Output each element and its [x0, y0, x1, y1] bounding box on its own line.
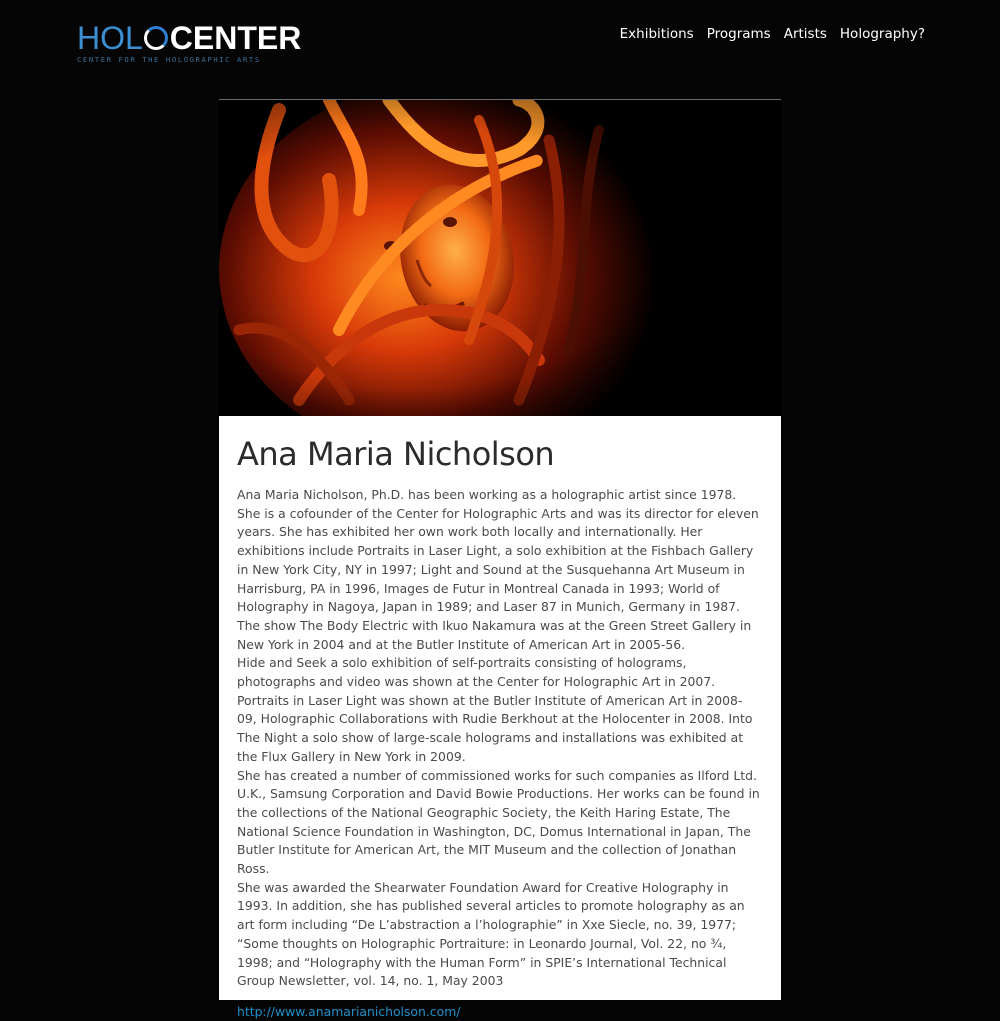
main-nav [620, 25, 925, 43]
logo-tagline: CENTER FOR THE HOLOGRAPHIC ARTS [77, 55, 261, 64]
nav-artists[interactable]: Artists [783, 26, 827, 42]
artist-content [219, 99, 781, 1019]
logo-ring-icon [144, 26, 168, 50]
nav-programs[interactable]: Programs [706, 26, 771, 42]
bio-paragraph: She has created a number of commissioned works for such companies as Ilford Ltd. U.K., Samsung Corporation and David Bowie Productions. Her works can be found in the collections of the National Geographic Society, the Keith Haring Estate, The National Science Foundation in Washington, DC, Domus International in Japan, The Butler Institute for American Art, the MIT Museum and the collection of Jonathan Ross. [237, 767, 760, 877]
site-header [0, 0, 1000, 100]
logo-hol-text: HOL [77, 20, 143, 56]
logo-wordmark [77, 20, 302, 56]
bio-paragraph: Ana Maria Nicholson, Ph.D. has been working as a holographic artist since 1978. She is a cofounder of the Center for Holographic Arts and was its director for eleven years. She has exhibited her own work both locally and internationally. Her exhibitions include Portraits in Laser Light, a solo exhibition at the Fishbach Gallery in New York City, NY in 1997; Light and Sound at the Susquehanna Art Museum in Harrisburg, PA in 1996, Images de Futur in Montreal Canada in 1993; World of Holography in Nagoya, Japan in 1989; and Laser 87 in Munich, Germany in 1987. The show The Body Electric with Ikuo Nakamura was at the Green Street Gallery in New York in 2004 and at the Butler Institute of American Art in 2005-56. [237, 487, 759, 652]
artist-bio [237, 486, 762, 991]
nav-holography[interactable]: Holography? [839, 26, 925, 42]
artist-website-link[interactable]: http://www.anamarianicholson.com/ [237, 1003, 461, 1019]
artist-name-heading: Ana Maria Nicholson [237, 435, 555, 473]
logo-center-text: CENTER [169, 20, 302, 56]
nav-exhibitions[interactable]: Exhibitions [619, 26, 694, 42]
bio-paragraph: Hide and Seek a solo exhibition of self-portraits consisting of holograms, photographs and video was shown at the Center for Holographic Art in 2007. Portraits in Laser Light was shown at the Butler Institute of American Art in 2008-09, Holographic Collaborations with Rudie Berkhout at the Holocenter in 2008. Into The Night a solo show of large-scale holograms and installations was exhibited at the Flux Gallery in New York in 2009. [237, 655, 753, 764]
holocenter-logo[interactable] [77, 20, 302, 66]
artist-card [219, 416, 781, 1019]
hero-hologram-image [219, 100, 781, 416]
bio-paragraph: She was awarded the Shearwater Foundation Award for Creative Holography in 1993. In addition, she has published several articles to promote holography as an art form including “De L’abstraction a l’holographie” in Xxe Siecle, no. 39, 1977; “Some thoughts on Holographic Portraiture: in Leonardo Journal, Vol. 22, no ¾, 1998; and “Holography with the Human Form” in SPIE’s International Technical Group Newsletter, vol. 14, no. 1, May 2003 [237, 879, 745, 989]
